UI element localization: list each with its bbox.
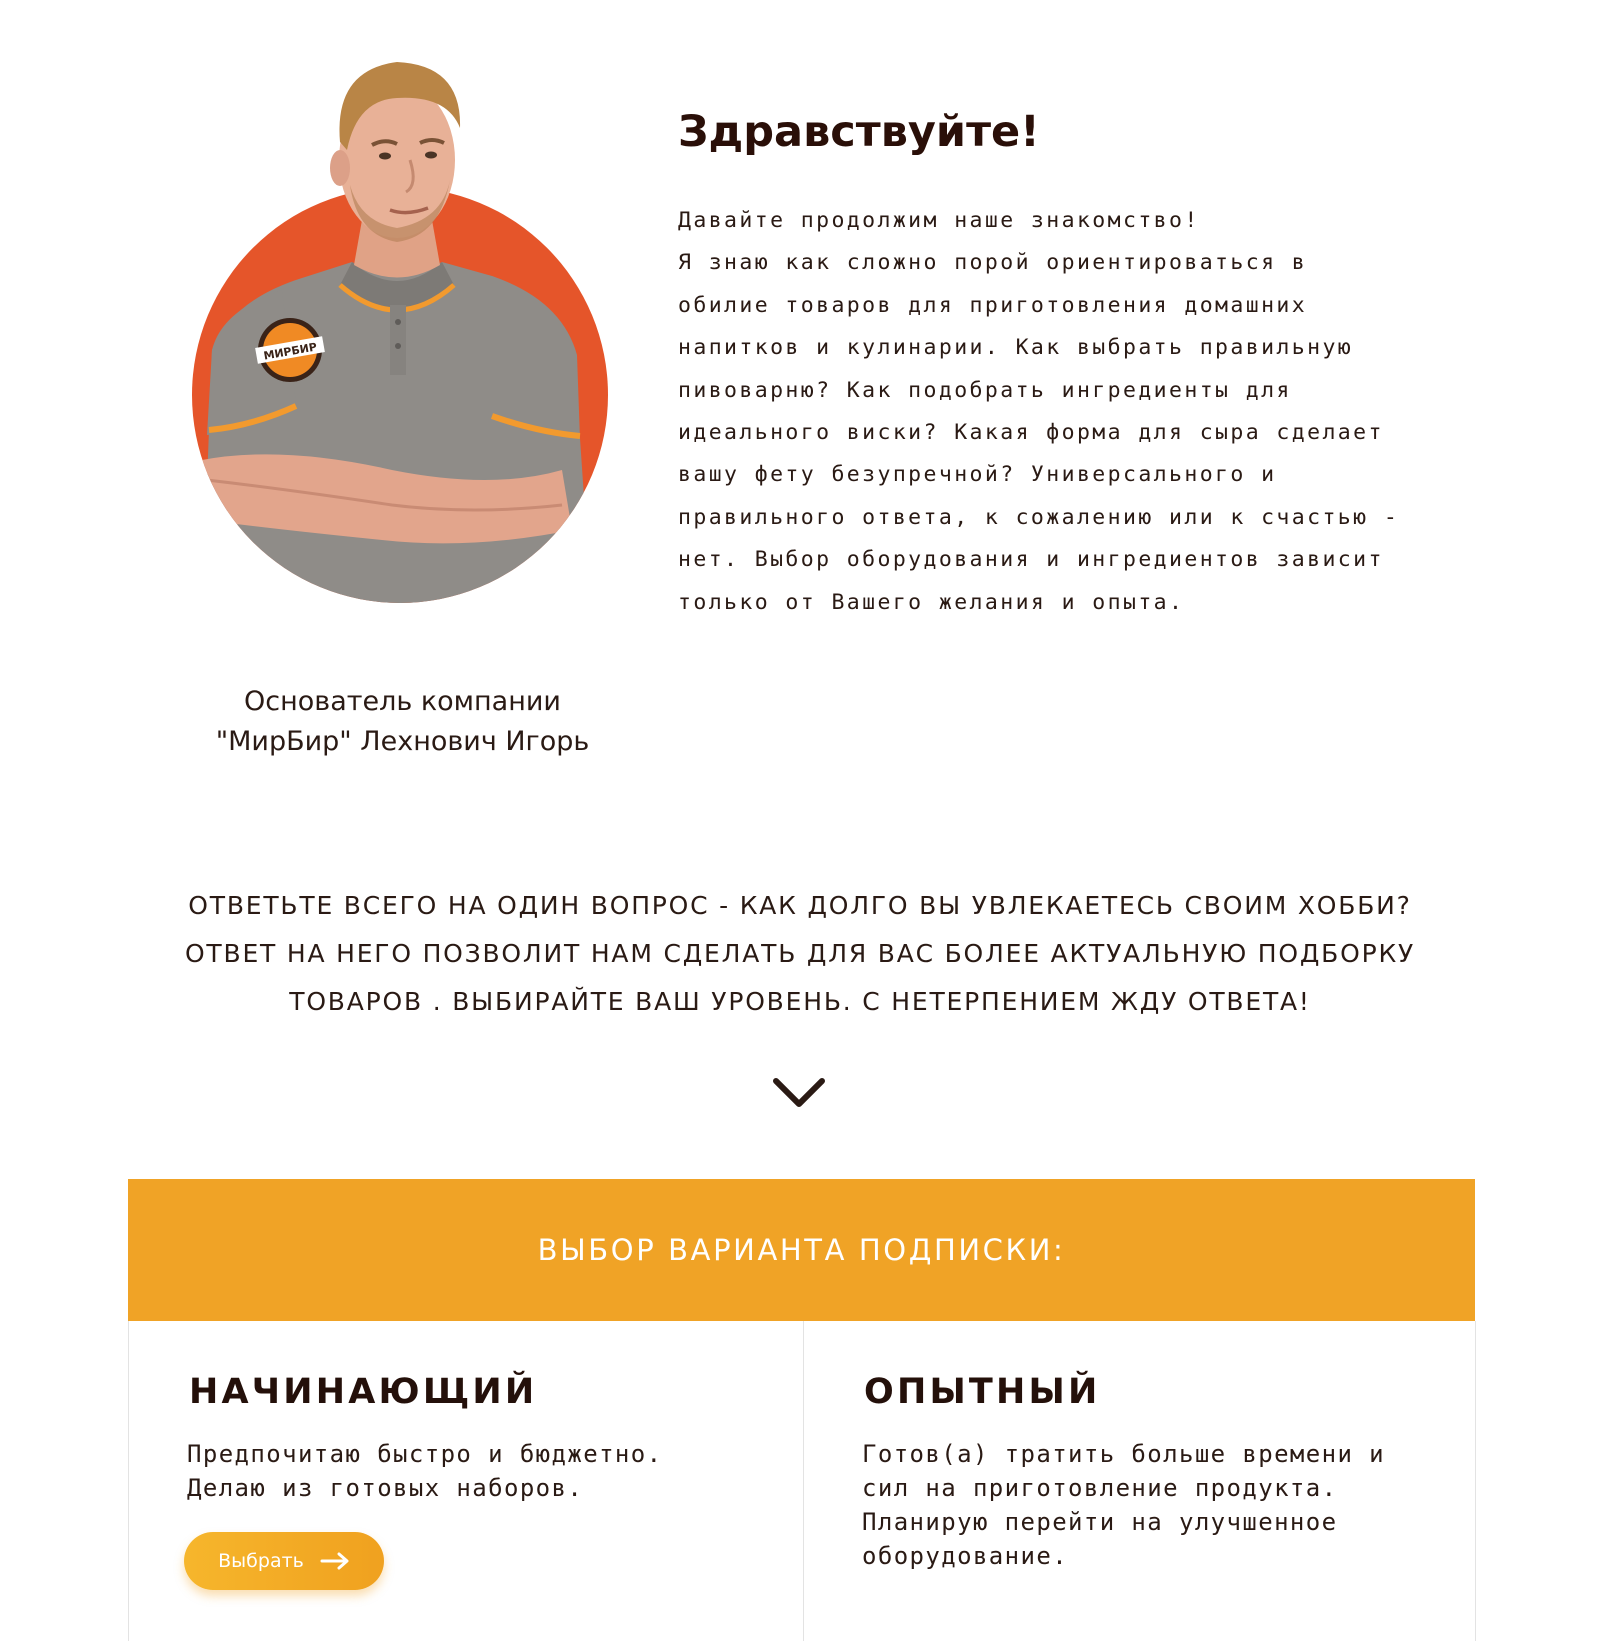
plan-title: НАЧИНАЮЩИЙ	[189, 1372, 538, 1412]
greeting-line: напитков и кулинарии. Как выбрать правильную	[678, 335, 1354, 361]
greeting-title: Здравствуйте!	[678, 107, 1040, 157]
greeting-line: Я знаю как сложно порой ориентироваться в	[678, 250, 1308, 276]
plan-description	[187, 1437, 787, 1505]
greeting-line: правильного ответа, к сожалению или к счастью -	[678, 504, 1400, 530]
choose-button-label: Выбрать	[218, 1550, 304, 1572]
arrow-right-icon	[320, 1552, 350, 1570]
founder-caption	[170, 682, 635, 762]
greeting-line: Давайте продолжим наше знакомство!	[678, 208, 1200, 233]
greeting-line: только от Вашего желания и опыта.	[678, 589, 1185, 615]
greeting-line: вашу фету безупречной? Универсального и	[678, 462, 1277, 488]
question-line: ОТВЕТ НА НЕГО ПОЗВОЛИТ НАМ СДЕЛАТЬ ДЛЯ ВАС БОЛЕЕ АКТУАЛЬНУЮ ПОДБОРКУ	[184, 939, 1416, 968]
plan-card-beginner	[128, 1321, 803, 1641]
plan-description-line: сил на приготовление продукта.	[862, 1474, 1338, 1502]
plan-description-line: оборудование.	[862, 1542, 1069, 1570]
plan-card-experienced	[803, 1321, 1476, 1641]
plan-description-line: Планирую перейти на улучшенное	[862, 1508, 1338, 1536]
plan-description	[862, 1437, 1462, 1573]
question-text	[100, 882, 1500, 1026]
founder-photo	[192, 50, 612, 615]
greeting-line: идеального виски? Какая форма для сыра сделает	[678, 420, 1384, 446]
subscription-header: ВЫБОР ВАРИАНТА ПОДПИСКИ:	[128, 1179, 1475, 1321]
choose-button[interactable]	[184, 1532, 384, 1590]
greeting-line: нет. Выбор оборудования и ингредиентов зависит	[678, 547, 1384, 573]
shirt-logo-text: МИРБИР	[262, 340, 318, 363]
greeting-line: обилие товаров для приготовления домашних	[678, 292, 1308, 318]
founder-caption-line-1: Основатель компании	[244, 686, 561, 717]
question-line: ОТВЕТЬТЕ ВСЕГО НА ОДИН ВОПРОС - КАК ДОЛГО ВЫ УВЛЕКАЕТЕСЬ СВОИМ ХОББИ?	[188, 891, 1412, 920]
plan-description-line: Предпочитаю быстро и бюджетно.	[187, 1440, 663, 1468]
question-line: ТОВАРОВ . ВЫБИРАЙТЕ ВАШ УРОВЕНЬ. С НЕТЕРПЕНИЕМ ЖДУ ОТВЕТА!	[289, 987, 1311, 1016]
founder-caption-line-2: "МирБир" Лехнович Игорь	[215, 726, 590, 757]
chevron-down-icon[interactable]	[771, 1076, 827, 1110]
greeting-text	[678, 200, 1458, 624]
plan-description-line: Делаю из готовых наборов.	[187, 1474, 584, 1502]
plan-description-line: Готов(а) тратить больше времени и	[862, 1440, 1386, 1468]
plan-title: ОПЫТНЫЙ	[864, 1372, 1101, 1412]
greeting-line: пивоварню? Как подобрать ингредиенты для	[678, 377, 1292, 403]
